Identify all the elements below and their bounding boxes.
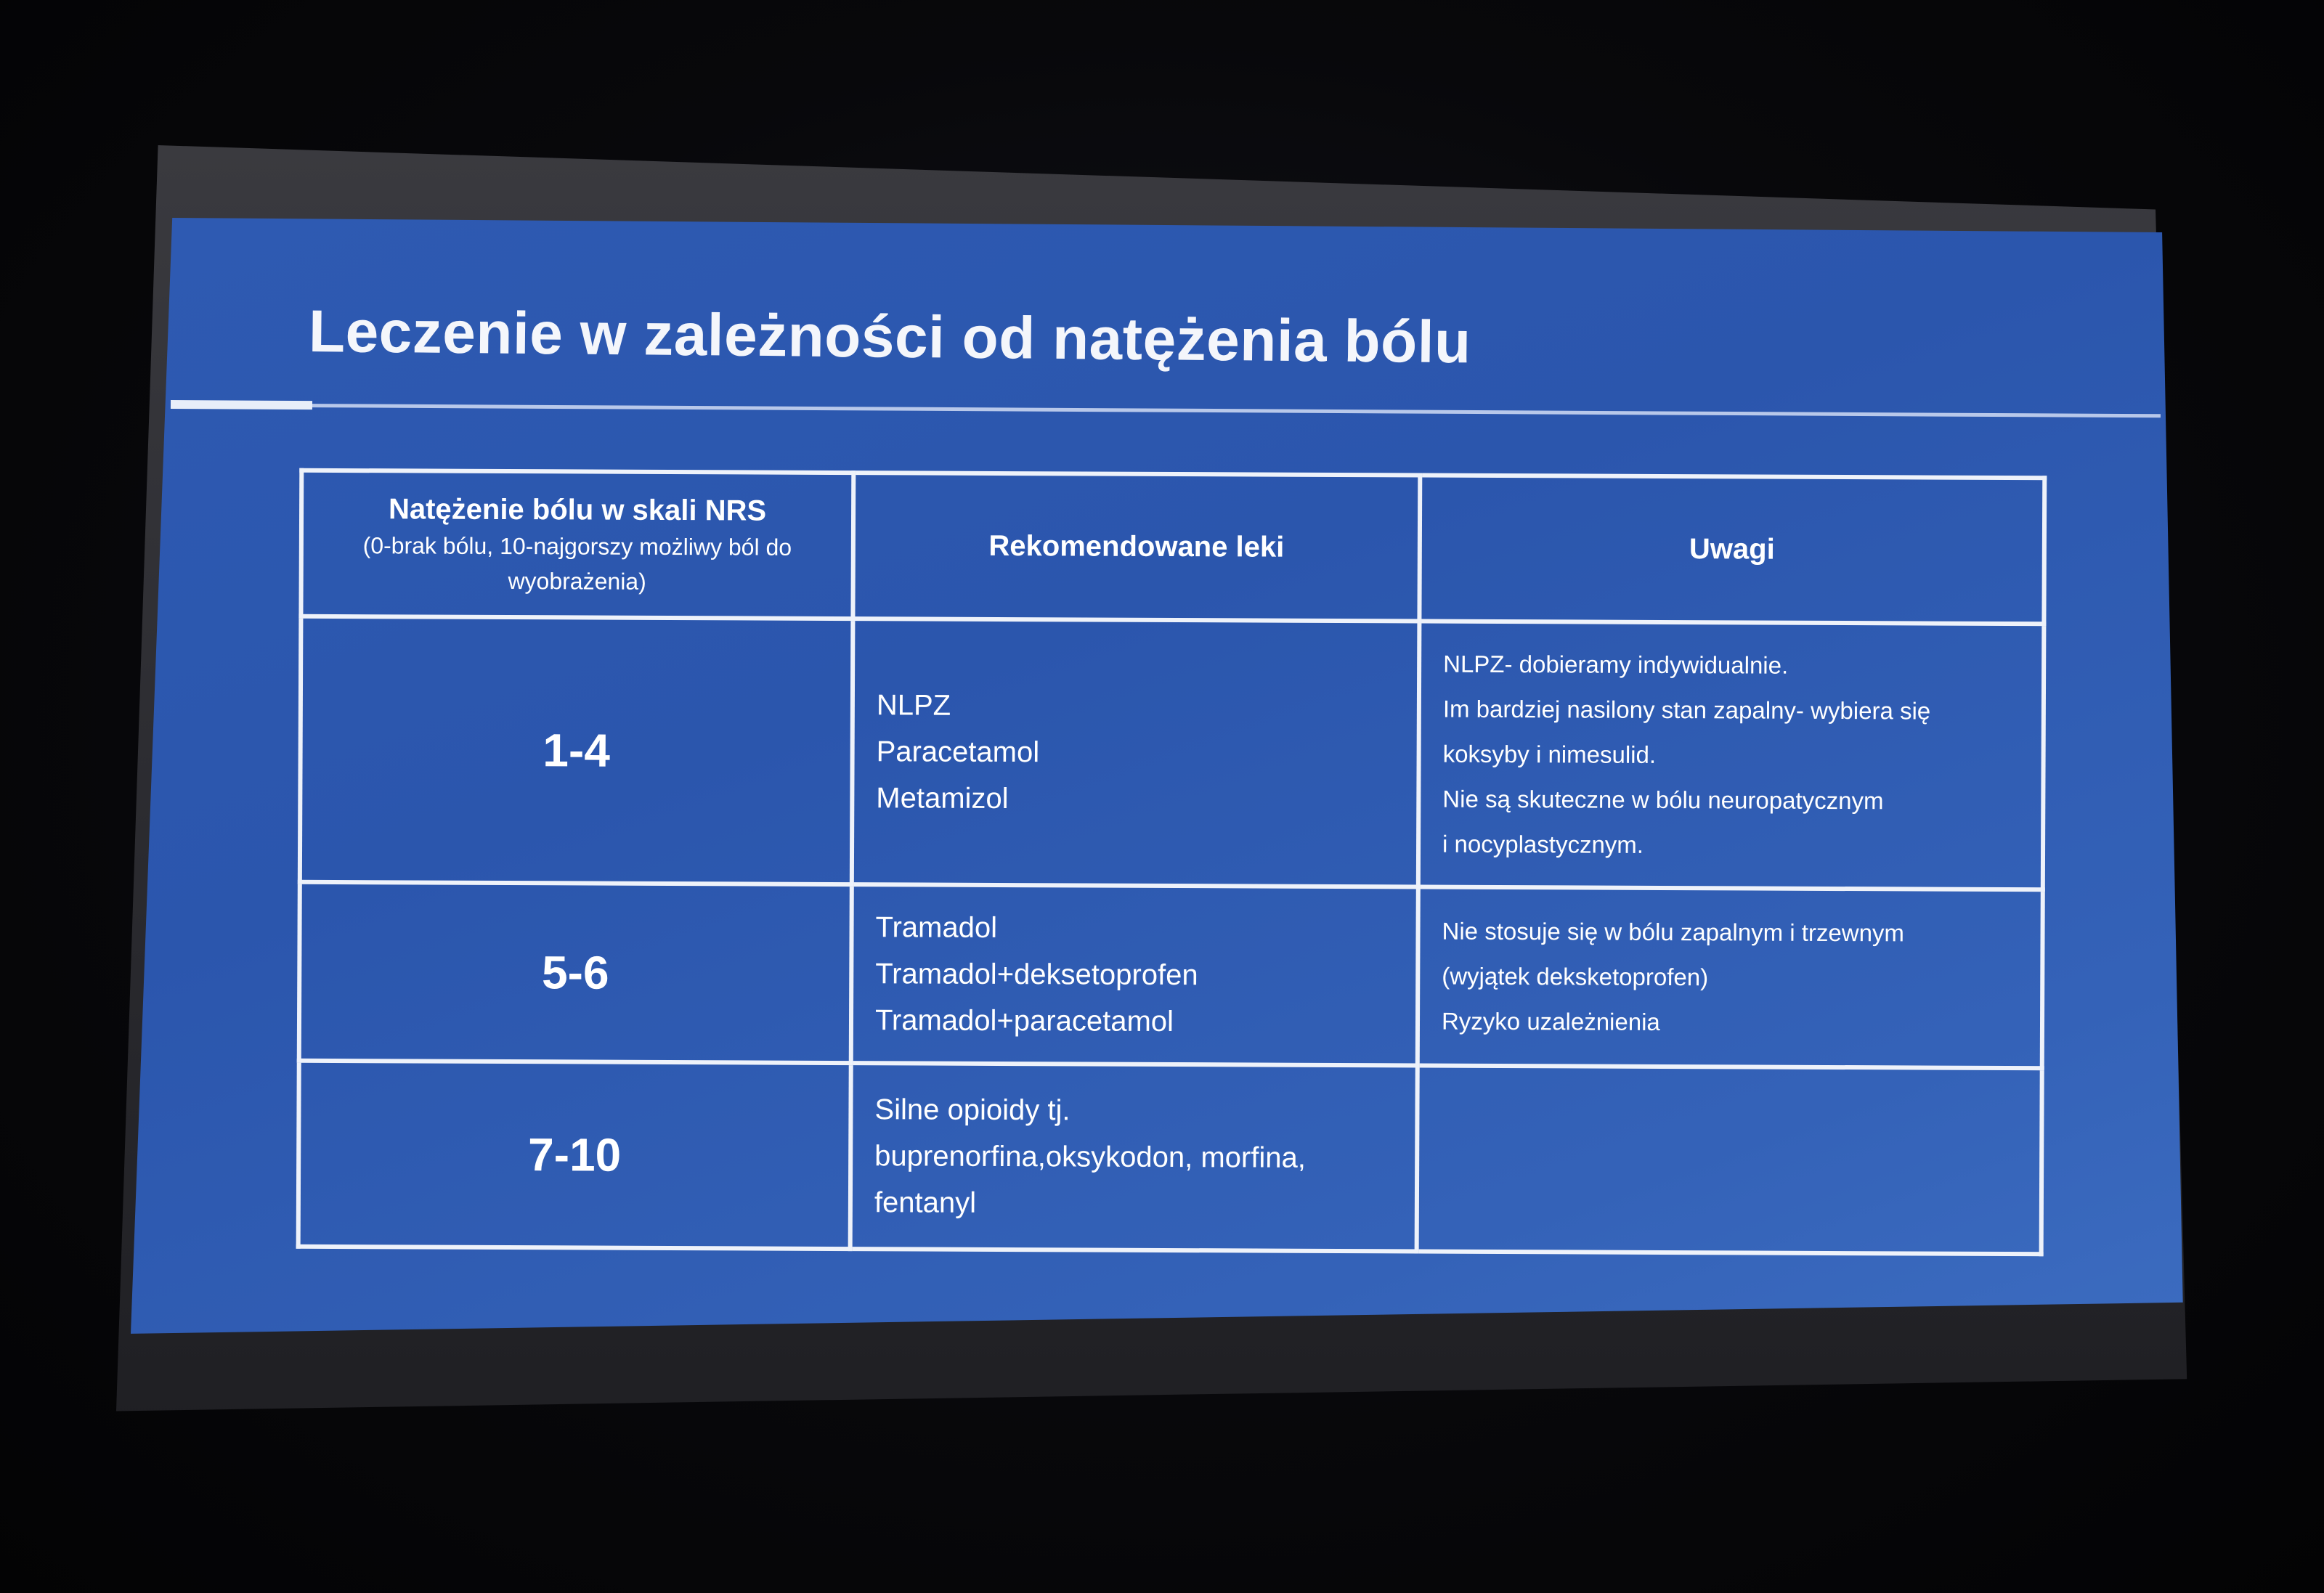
header-drugs: Rekomendowane leki — [853, 473, 1420, 621]
drug-item: fentanyl — [874, 1186, 977, 1219]
drug-item: Tramadol+deksetoprofen — [875, 958, 1198, 992]
notes-cell — [1418, 887, 2043, 1068]
header-notes: Uwagi — [1419, 476, 2044, 624]
drug-item: buprenorfina,oksykodon, morfina, — [874, 1140, 1306, 1174]
note-line: NLPZ- dobieramy indywidualnie. — [1443, 650, 1789, 679]
drugs-cell — [851, 884, 1418, 1065]
treatment-table-wrapper — [296, 468, 2043, 1245]
table-row — [299, 882, 2043, 1068]
note-line: i nocyplastycznym. — [1442, 830, 1644, 858]
table-header-row — [301, 470, 2044, 624]
drugs-cell — [852, 619, 1420, 887]
nrs-range-cell: 5-6 — [299, 882, 852, 1063]
note-line: koksyby i nimesulid. — [1442, 740, 1657, 768]
note-line: Im bardziej nasilony stan zapalny- wybiera się — [1442, 695, 1931, 725]
drugs-cell — [850, 1063, 1418, 1251]
drug-item: Silne opioidy tj. — [874, 1093, 1070, 1127]
notes-cell-empty — [1417, 1065, 2042, 1254]
title-underline-accent — [171, 400, 312, 410]
slide-title: Leczenie w zależności od natężenia bólu — [308, 298, 1472, 376]
header-nrs — [301, 470, 853, 619]
notes-cell — [1418, 621, 2044, 889]
treatment-table — [296, 468, 2047, 1256]
nrs-range-cell: 1-4 — [300, 616, 853, 884]
note-line: Nie są skuteczne w bólu neuropatycznym — [1442, 785, 1884, 815]
drug-item: Metamizol — [876, 782, 1009, 815]
table-row — [300, 616, 2044, 889]
header-nrs-sub: (0-brak bólu, 10-najgorszy możliwy ból do wyobrażenia) — [362, 531, 792, 595]
note-line: (wyjątek deksketoprofen) — [1442, 962, 1709, 991]
table-row — [298, 1061, 2042, 1254]
nrs-range-cell: 7-10 — [298, 1061, 851, 1249]
drug-item: Paracetamol — [876, 736, 1040, 769]
header-nrs-main: Natężenie bólu w skali NRS — [388, 492, 767, 527]
note-line: Nie stosuje się w bólu zapalnym i trzewnym — [1442, 917, 1905, 947]
note-line: Ryzyko uzależnienia — [1441, 1007, 1660, 1035]
drug-item: Tramadol+paracetamol — [874, 1004, 1174, 1038]
drug-item: NLPZ — [876, 689, 951, 722]
drug-item: Tramadol — [875, 911, 998, 944]
